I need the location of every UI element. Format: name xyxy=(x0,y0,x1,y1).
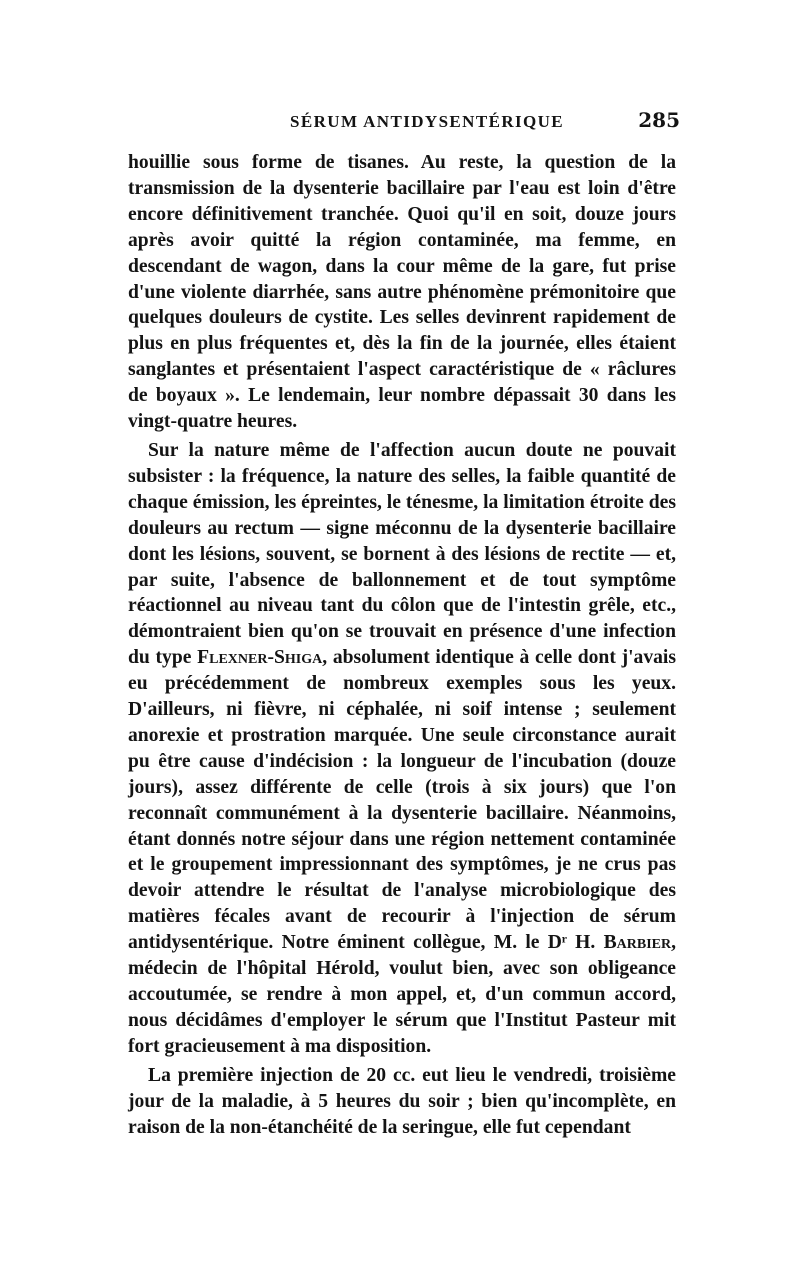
page-number: 285 xyxy=(638,108,680,132)
body-text xyxy=(128,150,676,1140)
running-header xyxy=(128,108,680,138)
paragraph-1: houillie sous forme de tisanes. Au reste, la question de la transmission de la dysenterie bacillaire par l'eau est loin d'être encore définitivement tranchée. Quoi qu'il en soit, douze jours après avoir quitté la région contaminée, ma femme, en descendant de wagon, dans la cour même de la gare, fut prise d'une violente diarrhée, sans autre phénomène prémonitoire que quelques douleurs de cystite. Les selles devinrent rapidement de plus en plus fréquentes et, dès la fin de la journée, elles étaient sanglantes et présentaient l'aspect caractéristique de « râclures de boyaux ». Le lendemain, leur nombre dépassait 30 dans les vingt-quatre heures. xyxy=(128,152,676,433)
running-title: SÉRUM ANTIDYSENTÉRIQUE xyxy=(290,112,565,131)
paragraph-2-text-a: Sur la nature même de l'affection aucun doute ne pouvait subsister : la fréquence, la nature des selles, la faible quantité de chaque émission, les épreintes, le ténesme, la limitation étroite des douleurs au rectum — signe méconnu de la dysenterie bacillaire dont les lésions, souvent, se bornent à des lésions de rectite — et, par suite, l'absence de ballonnement et de tout symptôme réactionnel au niveau tant du côlon que de l'intestin grêle, etc., démontraient bien qu'on se trouvait en présence d'une infection du type xyxy=(128,439,676,669)
paragraph-2-text-c: , médecin de l'hôpital Hérold, voulut bien, avec son obligeance accoutumée, se rendre à mon appel, et, d'un commun accord, nous décidâmes d'employer le sérum que l'Institut Pasteur mit fort gracieusement à ma disposition. xyxy=(128,932,676,1057)
author-name-barbier: Barbier xyxy=(603,932,672,954)
paragraph-2-text-b: , absolument identique à celle dont j'avais eu précédemment de nombreux exemples sous les yeux. D'ailleurs, ni fièvre, ni céphalée, ni soif intense ; seulement anorexie et prostration marquée. Une seule circonstance aurait pu être cause d'indécision : la longueur de l'incubation (douze jours), assez différente de celle (trois à six jours) que l'on reconnaît communément à la dysenterie bacillaire. Néanmoins, étant donnés notre séjour dans une région nettement contaminée et le groupement impressionnant des symptômes, je ne crus pas devoir attendre le résultat de l'analyse microbiologique des matières fécales avant de recourir à l'injection de sérum antidysentérique. Notre éminent collègue, M. le Dʳ H. xyxy=(128,647,676,954)
paragraph-2 xyxy=(128,438,676,1060)
author-name-flexner-shiga: Flexner-Shiga xyxy=(197,647,323,669)
paragraph-3: La première injection de 20 cc. eut lieu le vendredi, troisième jour de la maladie, à 5 heures du soir ; bien qu'incomplète, en raison de la non-étanchéité de la seringue, elle fut cependant xyxy=(128,1064,676,1138)
